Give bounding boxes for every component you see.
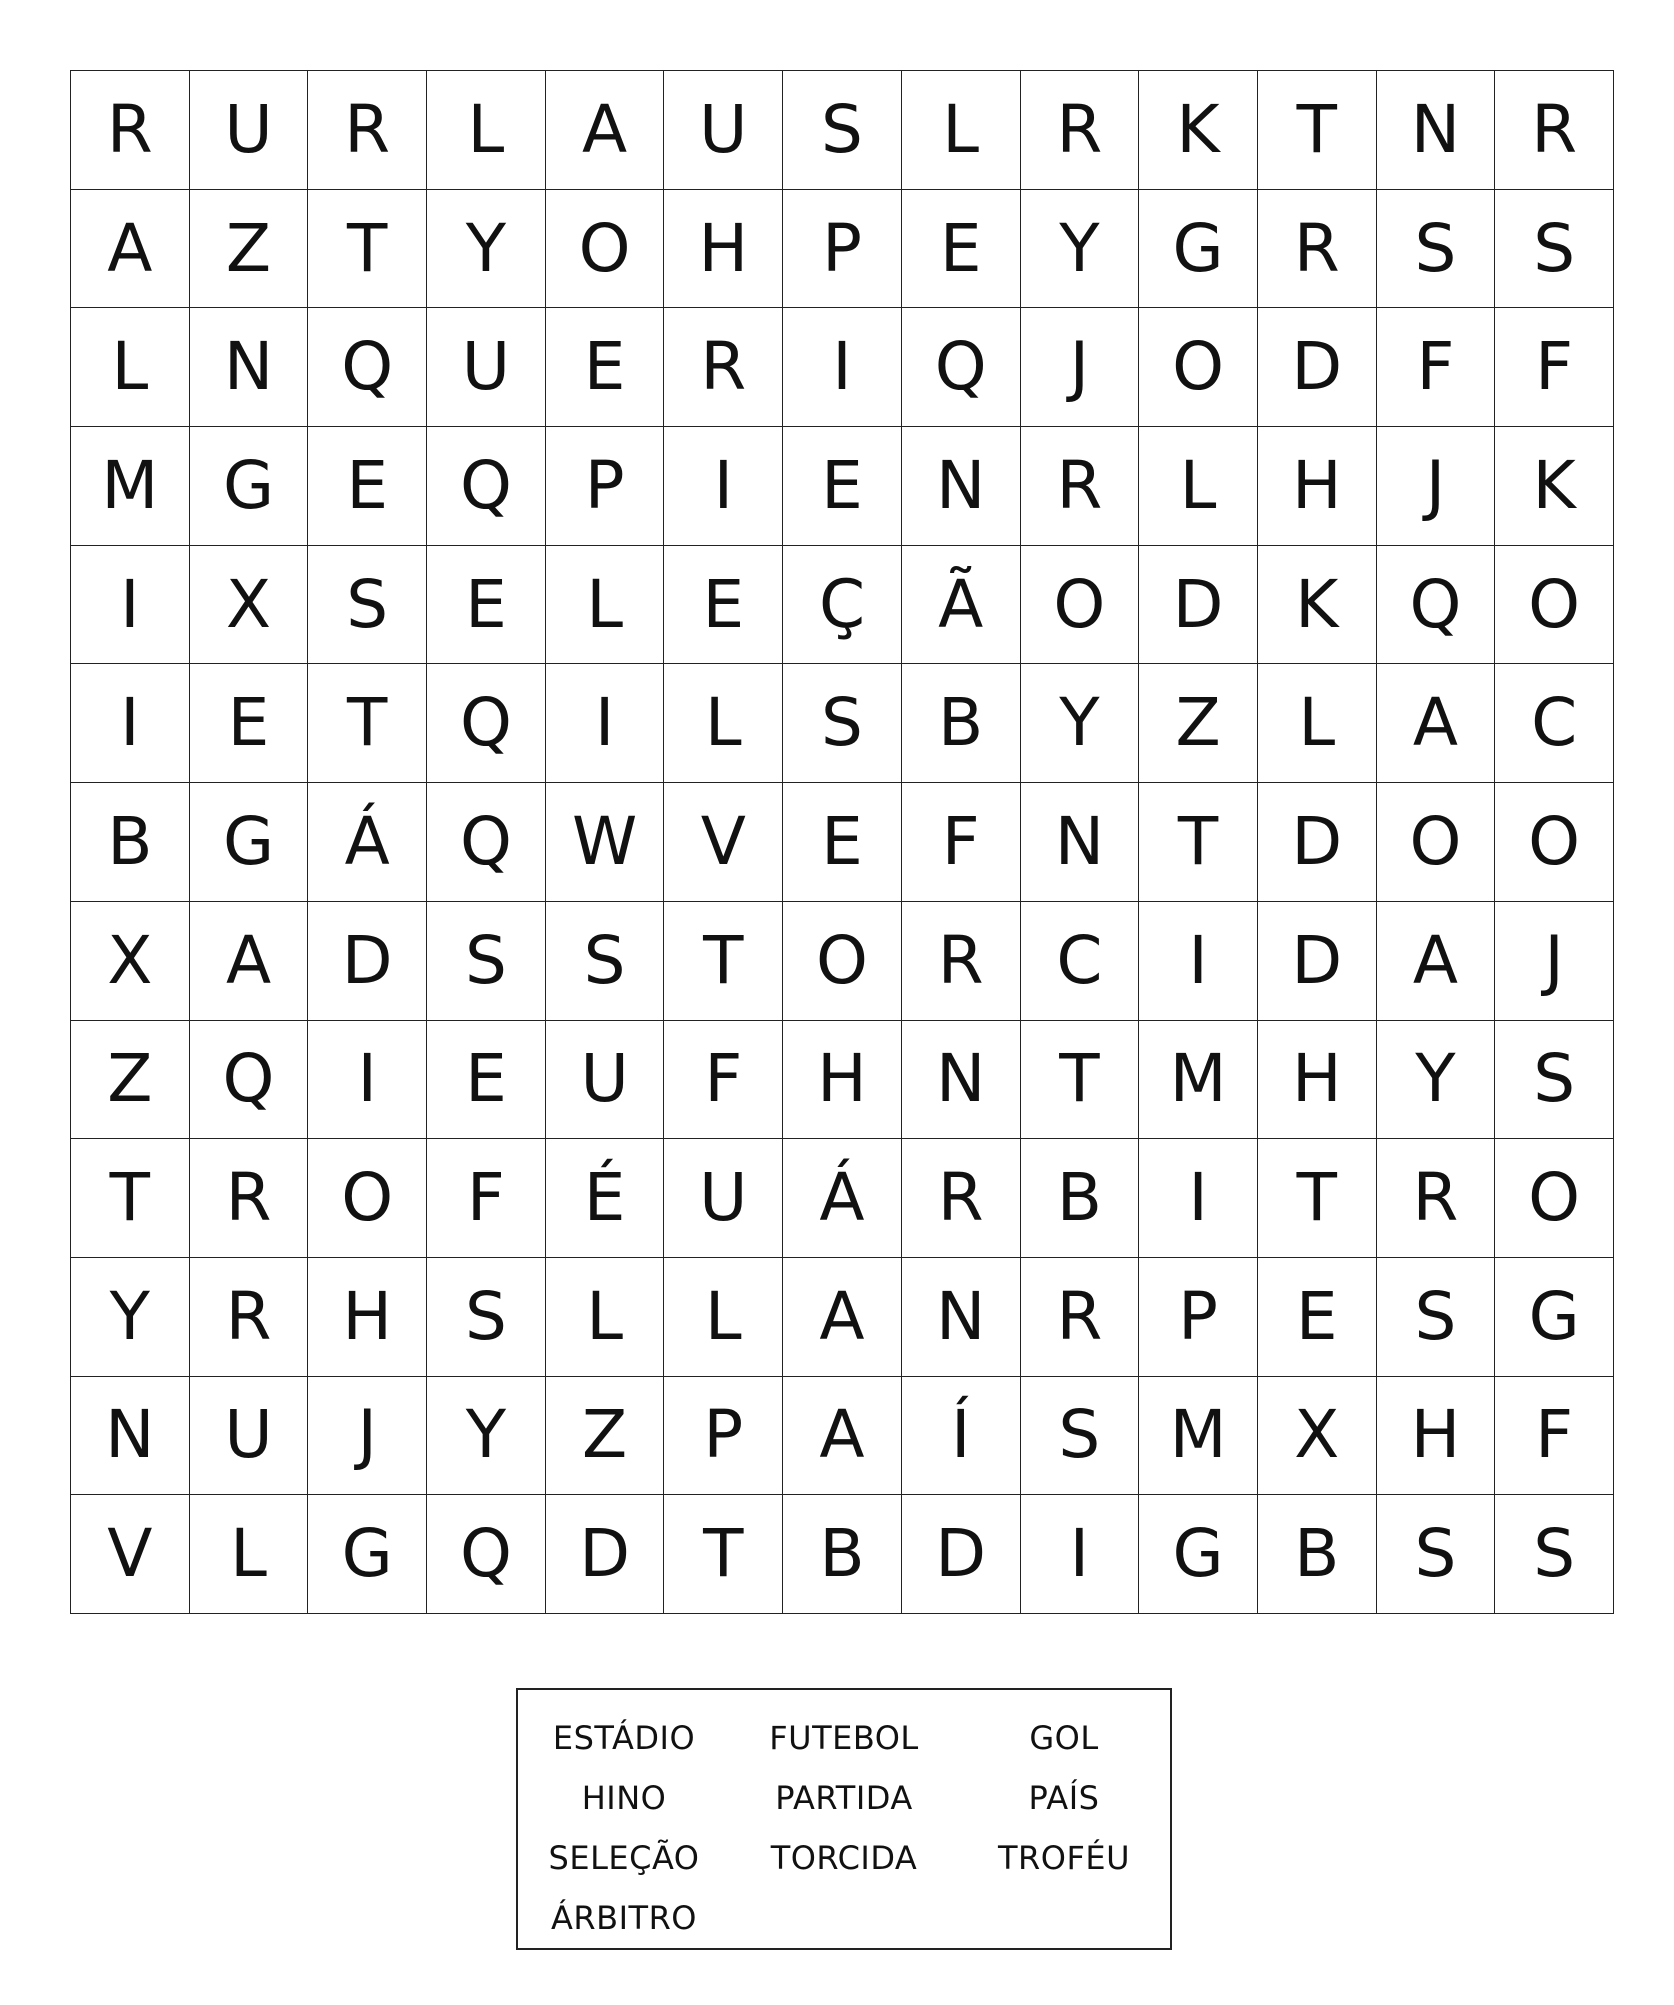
grid-cell[interactable]: J (1021, 308, 1140, 427)
grid-cell[interactable]: P (1139, 1258, 1258, 1377)
grid-cell[interactable]: E (190, 664, 309, 783)
grid-cell[interactable]: G (1139, 190, 1258, 309)
grid-cell[interactable]: V (71, 1495, 190, 1614)
grid-cell[interactable]: T (1258, 1139, 1377, 1258)
grid-cell[interactable]: T (664, 1495, 783, 1614)
grid-cell[interactable]: N (902, 427, 1021, 546)
grid-cell[interactable]: L (190, 1495, 309, 1614)
grid-cell[interactable]: D (546, 1495, 665, 1614)
grid-cell[interactable]: B (1258, 1495, 1377, 1614)
grid-cell[interactable]: C (1021, 902, 1140, 1021)
grid-cell[interactable]: O (1021, 546, 1140, 665)
grid-cell[interactable]: Q (308, 308, 427, 427)
grid-cell[interactable]: E (427, 1021, 546, 1140)
word-item: HINO (581, 1779, 667, 1817)
grid-cell[interactable]: I (1139, 902, 1258, 1021)
grid-cell[interactable]: B (71, 783, 190, 902)
grid-cell[interactable]: K (1258, 546, 1377, 665)
grid-cell[interactable]: M (1139, 1021, 1258, 1140)
grid-cell[interactable]: S (1377, 1495, 1496, 1614)
grid-cell[interactable]: P (546, 427, 665, 546)
word-item: TORCIDA (770, 1839, 918, 1877)
grid-cell[interactable]: F (1495, 308, 1614, 427)
grid-cell[interactable]: Ç (783, 546, 902, 665)
grid-cell[interactable]: S (546, 902, 665, 1021)
grid-cell[interactable]: Ã (902, 546, 1021, 665)
grid-cell[interactable]: H (1258, 1021, 1377, 1140)
grid-cell[interactable]: G (308, 1495, 427, 1614)
grid-cell[interactable]: Á (783, 1139, 902, 1258)
word-list-box (516, 1688, 1172, 1950)
grid-cell[interactable]: U (427, 308, 546, 427)
word-search-grid (70, 70, 1614, 1614)
grid-cell[interactable]: É (546, 1139, 665, 1258)
grid-cell[interactable]: N (902, 1021, 1021, 1140)
grid-cell[interactable]: Q (190, 1021, 309, 1140)
grid-cell[interactable]: X (71, 902, 190, 1021)
grid-cell[interactable]: R (902, 1139, 1021, 1258)
grid-cell[interactable]: R (1495, 71, 1614, 190)
grid-cell[interactable]: O (1377, 783, 1496, 902)
grid-cell[interactable]: H (1258, 427, 1377, 546)
grid-cell[interactable]: H (308, 1258, 427, 1377)
grid-cell[interactable]: G (1495, 1258, 1614, 1377)
grid-cell[interactable]: A (190, 902, 309, 1021)
grid-cell[interactable]: Y (1021, 190, 1140, 309)
grid-cell[interactable]: Q (427, 427, 546, 546)
grid-cell[interactable]: D (1258, 308, 1377, 427)
grid-cell[interactable]: O (308, 1139, 427, 1258)
grid-cell[interactable]: L (546, 1258, 665, 1377)
grid-cell[interactable]: K (1139, 71, 1258, 190)
grid-cell[interactable]: D (308, 902, 427, 1021)
grid-cell[interactable]: Á (308, 783, 427, 902)
grid-cell[interactable]: I (783, 308, 902, 427)
grid-cell[interactable]: T (1139, 783, 1258, 902)
grid-cell[interactable]: U (190, 1377, 309, 1496)
grid-cell[interactable]: S (1377, 1258, 1496, 1377)
grid-cell[interactable]: F (1495, 1377, 1614, 1496)
grid-cell[interactable]: O (1139, 308, 1258, 427)
grid-cell[interactable]: R (71, 71, 190, 190)
grid-cell[interactable]: A (783, 1377, 902, 1496)
grid-cell[interactable]: F (902, 783, 1021, 902)
grid-cell[interactable]: U (546, 1021, 665, 1140)
grid-cell[interactable]: Y (427, 190, 546, 309)
grid-cell[interactable]: U (664, 1139, 783, 1258)
word-item: SELEÇÃO (548, 1839, 700, 1877)
grid-cell[interactable]: I (71, 664, 190, 783)
grid-cell[interactable]: I (546, 664, 665, 783)
grid-cell[interactable]: U (190, 71, 309, 190)
grid-cell[interactable]: Z (71, 1021, 190, 1140)
grid-cell[interactable]: I (308, 1021, 427, 1140)
grid-cell[interactable]: O (1495, 783, 1614, 902)
grid-cell[interactable]: M (1139, 1377, 1258, 1496)
word-list (518, 1708, 1170, 1948)
grid-cell[interactable]: E (902, 190, 1021, 309)
grid-cell[interactable]: J (1377, 427, 1496, 546)
grid-cell[interactable]: V (664, 783, 783, 902)
grid-cell[interactable]: S (1377, 190, 1496, 309)
word-item: ÁRBITRO (551, 1899, 697, 1937)
grid-cell[interactable]: I (71, 546, 190, 665)
grid-cell[interactable]: L (664, 664, 783, 783)
grid-cell[interactable]: O (1495, 546, 1614, 665)
grid-cell[interactable]: G (190, 783, 309, 902)
grid-cell[interactable]: T (71, 1139, 190, 1258)
grid-cell[interactable]: Y (1377, 1021, 1496, 1140)
grid-cell[interactable]: R (902, 902, 1021, 1021)
grid-cell[interactable]: J (1495, 902, 1614, 1021)
grid-cell[interactable]: N (71, 1377, 190, 1496)
grid-cell[interactable]: L (546, 546, 665, 665)
grid-cell[interactable]: E (783, 783, 902, 902)
grid-cell[interactable]: L (427, 71, 546, 190)
grid-cell[interactable]: G (1139, 1495, 1258, 1614)
grid-cell[interactable]: T (308, 190, 427, 309)
grid-cell[interactable]: Y (71, 1258, 190, 1377)
grid-cell[interactable]: S (783, 71, 902, 190)
grid-cell[interactable]: F (1377, 308, 1496, 427)
grid-cell[interactable]: X (190, 546, 309, 665)
grid-cell[interactable]: Z (190, 190, 309, 309)
grid-cell[interactable]: N (902, 1258, 1021, 1377)
grid-cell[interactable]: M (71, 427, 190, 546)
grid-cell[interactable]: K (1495, 427, 1614, 546)
grid-cell[interactable]: O (1495, 1139, 1614, 1258)
grid-cell[interactable]: H (1377, 1377, 1496, 1496)
grid-cell[interactable]: L (1139, 427, 1258, 546)
grid-cell[interactable]: D (1258, 783, 1377, 902)
grid-cell[interactable]: W (546, 783, 665, 902)
grid-cell[interactable]: Y (1021, 664, 1140, 783)
grid-cell[interactable]: T (664, 902, 783, 1021)
grid-cell[interactable]: N (190, 308, 309, 427)
grid-cell[interactable]: S (427, 902, 546, 1021)
grid-cell[interactable]: S (783, 664, 902, 783)
grid-cell[interactable]: A (1377, 664, 1496, 783)
grid-cell[interactable]: R (190, 1258, 309, 1377)
grid-cell[interactable]: I (664, 427, 783, 546)
grid-cell[interactable]: E (308, 427, 427, 546)
word-item: ESTÁDIO (552, 1719, 696, 1757)
grid-cell[interactable]: E (1258, 1258, 1377, 1377)
grid-cell[interactable]: Q (427, 664, 546, 783)
grid-cell[interactable]: A (783, 1258, 902, 1377)
grid-cell[interactable]: H (783, 1021, 902, 1140)
grid-cell[interactable]: Z (546, 1377, 665, 1496)
grid-cell[interactable]: T (1258, 71, 1377, 190)
grid-cell[interactable]: S (308, 546, 427, 665)
grid-cell[interactable]: L (71, 308, 190, 427)
grid-cell[interactable]: D (1258, 902, 1377, 1021)
grid-cell[interactable]: R (1258, 190, 1377, 309)
grid-cell[interactable]: B (902, 664, 1021, 783)
grid-cell[interactable]: X (1258, 1377, 1377, 1496)
grid-cell[interactable]: Q (1377, 546, 1496, 665)
grid-cell[interactable]: E (783, 427, 902, 546)
word-item: PARTIDA (775, 1779, 913, 1817)
grid-cell[interactable]: Í (902, 1377, 1021, 1496)
word-item: PAÍS (1028, 1779, 1100, 1817)
grid-cell[interactable]: S (1495, 190, 1614, 309)
grid-cell[interactable]: F (427, 1139, 546, 1258)
grid-cell[interactable]: S (427, 1258, 546, 1377)
grid-cell[interactable]: R (1377, 1139, 1496, 1258)
word-item: TROFÉU (997, 1839, 1130, 1877)
grid-cell[interactable]: C (1495, 664, 1614, 783)
grid-cell[interactable]: Z (1139, 664, 1258, 783)
grid-cell[interactable]: O (783, 902, 902, 1021)
grid-cell[interactable]: A (546, 71, 665, 190)
grid-cell[interactable]: O (546, 190, 665, 309)
grid-cell[interactable]: Y (427, 1377, 546, 1496)
grid-cell[interactable]: P (664, 1377, 783, 1496)
grid-cell[interactable]: G (190, 427, 309, 546)
grid-cell[interactable]: F (664, 1021, 783, 1140)
grid-cell[interactable]: R (1021, 71, 1140, 190)
grid-cell[interactable]: S (1495, 1495, 1614, 1614)
grid-cell[interactable]: Q (902, 308, 1021, 427)
grid-cell[interactable]: T (1021, 1021, 1140, 1140)
word-item: FUTEBOL (769, 1719, 919, 1757)
grid-cell[interactable]: R (1021, 1258, 1140, 1377)
grid-cell[interactable]: A (1377, 902, 1496, 1021)
grid-cell[interactable]: S (1021, 1377, 1140, 1496)
grid-cell[interactable]: E (664, 546, 783, 665)
grid-cell[interactable]: H (664, 190, 783, 309)
grid-cell[interactable]: N (1377, 71, 1496, 190)
grid-cell[interactable]: Q (427, 1495, 546, 1614)
grid-cell[interactable]: R (190, 1139, 309, 1258)
grid-cell[interactable]: U (664, 71, 783, 190)
grid-cell[interactable]: D (1139, 546, 1258, 665)
grid-cell[interactable]: S (1495, 1021, 1614, 1140)
grid-cell[interactable]: A (71, 190, 190, 309)
grid-cell[interactable]: E (427, 546, 546, 665)
grid-cell[interactable]: B (1021, 1139, 1140, 1258)
grid-cell[interactable]: L (902, 71, 1021, 190)
grid-cell[interactable]: R (308, 71, 427, 190)
grid-cell[interactable]: Q (427, 783, 546, 902)
word-item: GOL (1029, 1719, 1099, 1757)
grid-cell[interactable]: I (1139, 1139, 1258, 1258)
grid-cell[interactable]: E (546, 308, 665, 427)
grid-cell[interactable]: P (783, 190, 902, 309)
grid-cell[interactable]: R (664, 308, 783, 427)
grid-cell[interactable]: T (308, 664, 427, 783)
grid-cell[interactable]: J (308, 1377, 427, 1496)
grid-cell[interactable]: L (664, 1258, 783, 1377)
grid-cell[interactable]: D (902, 1495, 1021, 1614)
grid-cell[interactable]: R (1021, 427, 1140, 546)
grid-cell[interactable]: L (1258, 664, 1377, 783)
grid-cell[interactable]: I (1021, 1495, 1140, 1614)
grid-cell[interactable]: B (783, 1495, 902, 1614)
grid-cell[interactable]: N (1021, 783, 1140, 902)
